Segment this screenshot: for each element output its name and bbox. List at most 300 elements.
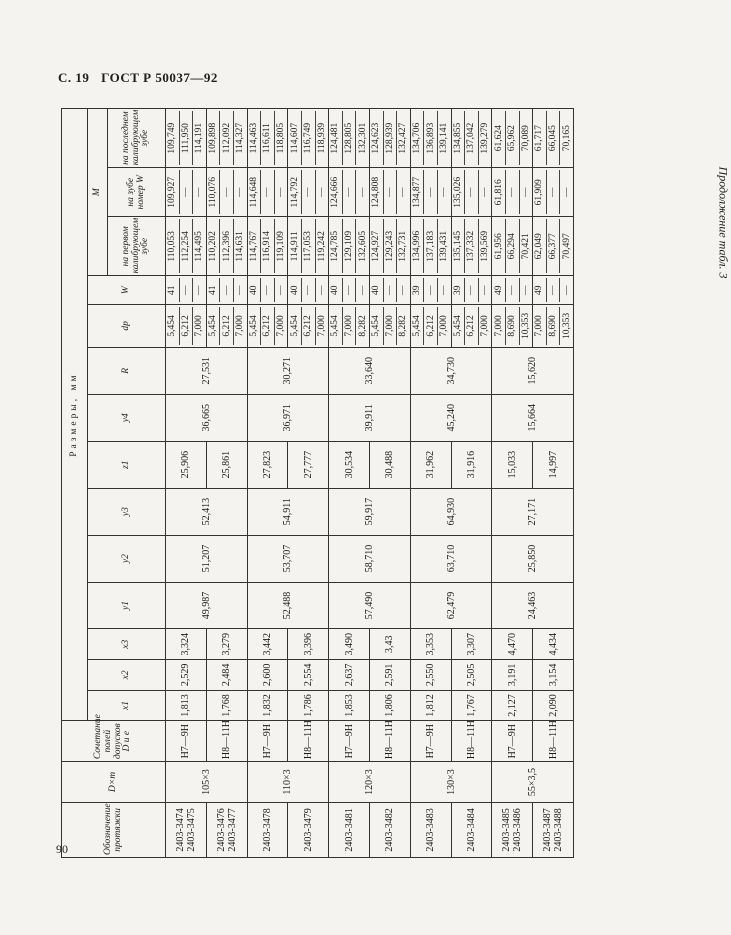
cell-dp-stack [288, 304, 329, 347]
value-dp: 7,000 [439, 315, 450, 337]
value-ml: 70,165 [561, 125, 572, 152]
cell-y4: 36,665 [166, 394, 248, 441]
cell-fields: H7—9H [247, 721, 288, 762]
cell-x3: 3,279 [206, 629, 247, 660]
cell-designation: 2403-3478 [247, 802, 288, 857]
value-w: 41 [166, 278, 180, 302]
col-W: W [88, 276, 166, 305]
standard-code: ГОСТ Р 50037—92 [101, 70, 218, 85]
value-dp: 5,454 [329, 307, 343, 345]
cell-x2: 3,191 [492, 660, 533, 691]
value-mf: 139,431 [439, 230, 450, 262]
table-row [369, 109, 410, 858]
value-w: 40 [329, 278, 343, 302]
cell-y1: 57,490 [329, 582, 411, 629]
cell-ml-stack [410, 109, 451, 168]
cell-fields: H7—9H [329, 721, 370, 762]
cell-mf-stack [533, 217, 574, 276]
value-dp: 5,454 [207, 307, 221, 345]
value-mf: 119,242 [316, 231, 327, 262]
cell-fields: H7—9H [492, 721, 533, 762]
table-row [166, 109, 207, 858]
cell-designation: 2403-3482 [369, 802, 410, 857]
cell-z1: 25,861 [206, 441, 247, 488]
value-w: 40 [248, 278, 262, 302]
value-ml: 61,624 [492, 111, 506, 165]
cell-x1: 1,786 [288, 690, 329, 721]
value-dp: 7,000 [194, 315, 205, 337]
cell-mf-stack [329, 217, 370, 276]
cell-dp-stack [247, 304, 288, 347]
value-w: 39 [452, 278, 466, 302]
cell-z1: 27,823 [247, 441, 288, 488]
value-w: — [398, 285, 409, 295]
value-w: — [357, 285, 368, 295]
value-mw: — [180, 170, 194, 214]
cell-x1: 1,813 [166, 690, 207, 721]
value-mf: 129,109 [343, 219, 357, 273]
cell-w-stack [206, 276, 247, 305]
cell-ml-stack [247, 109, 288, 168]
cell-dp-stack [329, 304, 370, 347]
cell-dp-stack [369, 304, 410, 347]
cell-x3: 4,470 [492, 629, 533, 660]
cell-y2: 53,707 [247, 535, 329, 582]
col-x1: x1 [88, 690, 166, 721]
value-dp: 7,000 [235, 315, 246, 337]
value-ml: 116,749 [302, 111, 316, 165]
cell-z1: 31,916 [451, 441, 492, 488]
value-w: — [520, 285, 531, 295]
cell-dp-stack [533, 304, 574, 347]
cell-dxm: 130×3 [410, 762, 492, 803]
value-mw: — [343, 170, 357, 214]
value-mw: — [398, 187, 409, 198]
cell-ml-stack [288, 109, 329, 168]
value-dp: 10,353 [520, 312, 531, 339]
cell-mf-stack [166, 217, 207, 276]
cell-designation: 2403-3481 [329, 802, 370, 857]
cell-w-stack [451, 276, 492, 305]
page-number: 90 [56, 842, 68, 856]
value-mw: — [316, 187, 327, 198]
value-w: — [506, 278, 520, 302]
value-mf: 70,497 [561, 233, 572, 260]
value-ml: 65,962 [506, 111, 520, 165]
value-w: 41 [207, 278, 221, 302]
cell-w-stack [288, 276, 329, 305]
cell-designation: 2403-3474 2403-3475 [166, 802, 207, 857]
cell-mf-stack [247, 217, 288, 276]
value-mw: — [261, 170, 275, 214]
value-dp: 7,000 [533, 307, 547, 345]
cell-y3: 54,911 [247, 488, 329, 535]
col-designation: Обозначение протяжки [62, 802, 166, 857]
table-row [492, 109, 533, 858]
value-ml: 134,706 [411, 111, 425, 165]
cell-mw-stack [451, 168, 492, 217]
value-dp: 7,000 [276, 315, 287, 337]
value-mf: 114,911 [288, 219, 302, 273]
value-w: 49 [492, 278, 506, 302]
value-mw: 134,877 [411, 170, 425, 214]
value-w: — [220, 278, 234, 302]
cell-fields: H8—11H [451, 721, 492, 762]
value-w: — [316, 285, 327, 295]
value-dp: 7,000 [316, 315, 327, 337]
cell-mf-stack [451, 217, 492, 276]
value-mw: — [276, 187, 287, 198]
value-mw: 110,076 [207, 170, 221, 214]
cell-y2: 58,710 [329, 535, 411, 582]
cell-x2: 2,554 [288, 660, 329, 691]
cell-x1: 2,127 [492, 690, 533, 721]
value-dp: 7,000 [343, 307, 357, 345]
cell-R: 30,271 [247, 347, 329, 394]
value-mf: 110,202 [207, 219, 221, 273]
cell-fields: H7—9H [166, 721, 207, 762]
value-mw: — [561, 187, 572, 198]
cell-R: 27,531 [166, 347, 248, 394]
value-mf: 66,294 [506, 219, 520, 273]
value-w: — [424, 278, 438, 302]
value-ml: 124,481 [329, 111, 343, 165]
cell-y1: 52,488 [247, 582, 329, 629]
cell-y2: 51,207 [166, 535, 248, 582]
col-R: R [88, 347, 166, 394]
value-w: 39 [411, 278, 425, 302]
value-dp: 5,454 [288, 307, 302, 345]
cell-mf-stack [288, 217, 329, 276]
table-row [451, 109, 492, 858]
value-ml: 128,939 [384, 111, 398, 165]
value-mf: 129,243 [384, 219, 398, 273]
cell-z1: 30,534 [329, 441, 370, 488]
cell-y4: 36,971 [247, 394, 329, 441]
value-w: — [261, 278, 275, 302]
value-mw: 135,026 [452, 170, 466, 214]
value-w: — [194, 285, 205, 295]
value-dp: 7,000 [384, 307, 398, 345]
cell-ml-stack [492, 109, 533, 168]
page-header [58, 70, 226, 86]
value-mf: 132,605 [357, 230, 368, 262]
value-mf: 137,183 [424, 219, 438, 273]
value-w: — [561, 285, 572, 295]
cell-x3: 3,43 [369, 629, 410, 660]
value-ml: 109,898 [207, 111, 221, 165]
col-z1: z1 [88, 441, 166, 488]
col-x2: x2 [88, 660, 166, 691]
value-ml: 118,939 [316, 122, 327, 154]
cell-y1: 49,987 [166, 582, 248, 629]
cell-R: 33,640 [329, 347, 411, 394]
value-mw: — [220, 170, 234, 214]
cell-fields: H8—11H [288, 721, 329, 762]
value-mf: 134,996 [411, 219, 425, 273]
value-mw: — [235, 187, 246, 198]
col-x3: x3 [88, 629, 166, 660]
value-w: — [180, 278, 194, 302]
cell-x2: 2,505 [451, 660, 492, 691]
cell-mw-stack [533, 168, 574, 217]
cell-x2: 2,550 [410, 660, 451, 691]
cell-mw-stack [166, 168, 207, 217]
value-mw: 114,792 [288, 170, 302, 214]
value-mf: 112,396 [220, 219, 234, 273]
value-w: — [302, 278, 316, 302]
cell-z1: 27,777 [288, 441, 329, 488]
cell-x1: 1,812 [410, 690, 451, 721]
value-mf: 61,956 [492, 219, 506, 273]
cell-y4: 15,664 [492, 394, 574, 441]
value-mw: — [547, 170, 561, 214]
cell-y1: 62,479 [410, 582, 492, 629]
cell-z1: 14,997 [533, 441, 574, 488]
value-mf: 117,053 [302, 219, 316, 273]
value-mf: 114,767 [248, 219, 262, 273]
value-mw: — [384, 170, 398, 214]
cell-dxm: 110×3 [247, 762, 329, 803]
value-dp: 6,212 [261, 307, 275, 345]
value-mf: 124,785 [329, 219, 343, 273]
value-w: — [235, 285, 246, 295]
cell-x1: 2,090 [533, 690, 574, 721]
value-ml: 61,717 [533, 111, 547, 165]
cell-dxm: 120×3 [329, 762, 411, 803]
cell-R: 15,620 [492, 347, 574, 394]
value-mw: — [302, 170, 316, 214]
value-dp: 7,000 [492, 307, 506, 345]
value-dp: 6,212 [220, 307, 234, 345]
col-y4: y4 [88, 394, 166, 441]
value-ml: 116,611 [261, 111, 275, 165]
value-mw: 109,927 [166, 170, 180, 214]
value-mf: 110,053 [166, 219, 180, 273]
cell-mw-stack [288, 168, 329, 217]
cell-w-stack [247, 276, 288, 305]
value-ml: 132,301 [357, 122, 368, 154]
cell-designation: 2403-3485 2403-3486 [492, 802, 533, 857]
value-mf: 66,377 [547, 219, 561, 273]
value-w: — [439, 285, 450, 295]
value-w: 40 [370, 278, 384, 302]
value-mw: — [480, 187, 491, 198]
cell-w-stack [410, 276, 451, 305]
cell-x1: 1,853 [329, 690, 370, 721]
cell-z1: 30,488 [369, 441, 410, 488]
value-mf: 116,914 [261, 219, 275, 273]
value-ml: 124,623 [370, 111, 384, 165]
col-fields: Сочетание полей допусков D и e [62, 721, 166, 762]
cell-dxm: 105×3 [166, 762, 248, 803]
value-mf: 70,421 [520, 233, 531, 260]
cell-y3: 27,171 [492, 488, 574, 535]
cell-dp-stack [166, 304, 207, 347]
col-y1: y1 [88, 582, 166, 629]
cell-dp-stack [451, 304, 492, 347]
value-dp: 6,212 [465, 307, 479, 345]
cell-y1: 24,463 [492, 582, 574, 629]
table-row [206, 109, 247, 858]
cell-fields: H8—11H [369, 721, 410, 762]
value-mf: 137,332 [465, 219, 479, 273]
value-w: — [343, 278, 357, 302]
value-dp: 8,690 [506, 307, 520, 345]
value-dp: 5,454 [248, 307, 262, 345]
cell-y4: 45,240 [410, 394, 492, 441]
value-ml: 136,893 [424, 111, 438, 165]
value-ml: 114,327 [235, 122, 246, 154]
value-mw: 61,909 [533, 170, 547, 214]
value-mf: 112,254 [180, 219, 194, 273]
cell-x2: 2,600 [247, 660, 288, 691]
cell-mw-stack [492, 168, 533, 217]
value-dp: 5,454 [452, 307, 466, 345]
value-w: — [276, 285, 287, 295]
cell-fields: H8—11H [206, 721, 247, 762]
value-mf: 114,495 [194, 231, 205, 262]
cell-x1: 1,768 [206, 690, 247, 721]
cell-designation: 2403-3476 2403-3477 [206, 802, 247, 857]
value-w: 40 [288, 278, 302, 302]
cell-x2: 2,637 [329, 660, 370, 691]
col-y2: y2 [88, 535, 166, 582]
cell-y3: 59,917 [329, 488, 411, 535]
cell-fields: H7—9H [410, 721, 451, 762]
table-caption: Продолжение табл. 3 [716, 166, 731, 279]
value-mf: 132,731 [398, 230, 409, 262]
cell-x2: 2,484 [206, 660, 247, 691]
value-ml: 111,950 [180, 111, 194, 165]
cell-x1: 1,767 [451, 690, 492, 721]
cell-x1: 1,832 [247, 690, 288, 721]
value-dp: 7,000 [480, 315, 491, 337]
value-mf: 124,927 [370, 219, 384, 273]
value-ml: 70,089 [520, 125, 531, 152]
cell-ml-stack [533, 109, 574, 168]
col-m-last: на последнем калибрующем зубе [108, 109, 166, 168]
col-y3: y3 [88, 488, 166, 535]
cell-mf-stack [492, 217, 533, 276]
value-ml: 132,427 [398, 122, 409, 154]
cell-z1: 31,962 [410, 441, 451, 488]
cell-mw-stack [369, 168, 410, 217]
value-ml: 114,463 [248, 111, 262, 165]
cell-x3: 3,353 [410, 629, 451, 660]
value-w: — [547, 278, 561, 302]
value-dp: 8,282 [357, 315, 368, 337]
value-ml: 128,805 [343, 111, 357, 165]
cell-dxm: 55×3,5 [492, 762, 574, 803]
cell-dp-stack [410, 304, 451, 347]
value-mw: — [357, 187, 368, 198]
cell-w-stack [166, 276, 207, 305]
col-M: M [88, 109, 108, 276]
cell-w-stack [369, 276, 410, 305]
cell-mw-stack [410, 168, 451, 217]
value-ml: 109,749 [166, 111, 180, 165]
value-ml: 66,045 [547, 111, 561, 165]
value-ml: 137,042 [465, 111, 479, 165]
cell-designation: 2403-3483 [410, 802, 451, 857]
cell-x2: 3,154 [533, 660, 574, 691]
cell-mf-stack [410, 217, 451, 276]
value-dp: 5,454 [166, 307, 180, 345]
value-mf: 139,569 [480, 230, 491, 262]
cell-mf-stack [369, 217, 410, 276]
value-w: — [465, 278, 479, 302]
value-mw: 124,808 [370, 170, 384, 214]
value-mw: — [424, 170, 438, 214]
table-row [247, 109, 288, 858]
value-mf: 119,109 [276, 231, 287, 262]
value-dp: 6,212 [424, 307, 438, 345]
cell-mw-stack [329, 168, 370, 217]
value-w: — [384, 278, 398, 302]
value-ml: 114,191 [194, 122, 205, 154]
cell-y4: 39,911 [329, 394, 411, 441]
cell-designation: 2403-3479 [288, 802, 329, 857]
cell-w-stack [329, 276, 370, 305]
value-dp: 6,212 [180, 307, 194, 345]
value-ml: 118,805 [276, 122, 287, 154]
cell-x3: 3,307 [451, 629, 492, 660]
dims-title: Размеры, мм [62, 109, 88, 721]
cell-x3: 3,396 [288, 629, 329, 660]
cell-x2: 2,591 [369, 660, 410, 691]
cell-mw-stack [206, 168, 247, 217]
rotated-table-container [61, 108, 574, 858]
value-ml: 139,141 [439, 122, 450, 154]
value-mw: — [194, 187, 205, 198]
value-mf: 135,145 [452, 219, 466, 273]
cell-y3: 52,413 [166, 488, 248, 535]
cell-dp-stack [206, 304, 247, 347]
cell-z1: 15,033 [492, 441, 533, 488]
cell-R: 34,730 [410, 347, 492, 394]
col-dxm: D×m [62, 762, 166, 803]
cell-w-stack [533, 276, 574, 305]
value-mw: — [506, 170, 520, 214]
cell-y2: 25,850 [492, 535, 574, 582]
value-w: 49 [533, 278, 547, 302]
value-ml: 139,279 [480, 122, 491, 154]
value-ml: 114,607 [288, 111, 302, 165]
cell-designation: 2403-3487 2403-3488 [533, 802, 574, 857]
cell-x3: 3,490 [329, 629, 370, 660]
value-mw: — [439, 187, 450, 198]
cell-mf-stack [206, 217, 247, 276]
cell-ml-stack [206, 109, 247, 168]
cell-dp-stack [492, 304, 533, 347]
cell-y2: 63,710 [410, 535, 492, 582]
cell-x1: 1,806 [369, 690, 410, 721]
cell-ml-stack [369, 109, 410, 168]
cell-ml-stack [166, 109, 207, 168]
cell-ml-stack [451, 109, 492, 168]
cell-z1: 25,906 [166, 441, 207, 488]
cell-ml-stack [329, 109, 370, 168]
value-dp: 5,454 [411, 307, 425, 345]
page-label: С. 19 [58, 70, 90, 85]
cell-y3: 64,930 [410, 488, 492, 535]
value-dp: 6,212 [302, 307, 316, 345]
cell-w-stack [492, 276, 533, 305]
value-mw: 114,648 [248, 170, 262, 214]
value-mw: — [465, 170, 479, 214]
value-mw: — [520, 187, 531, 198]
